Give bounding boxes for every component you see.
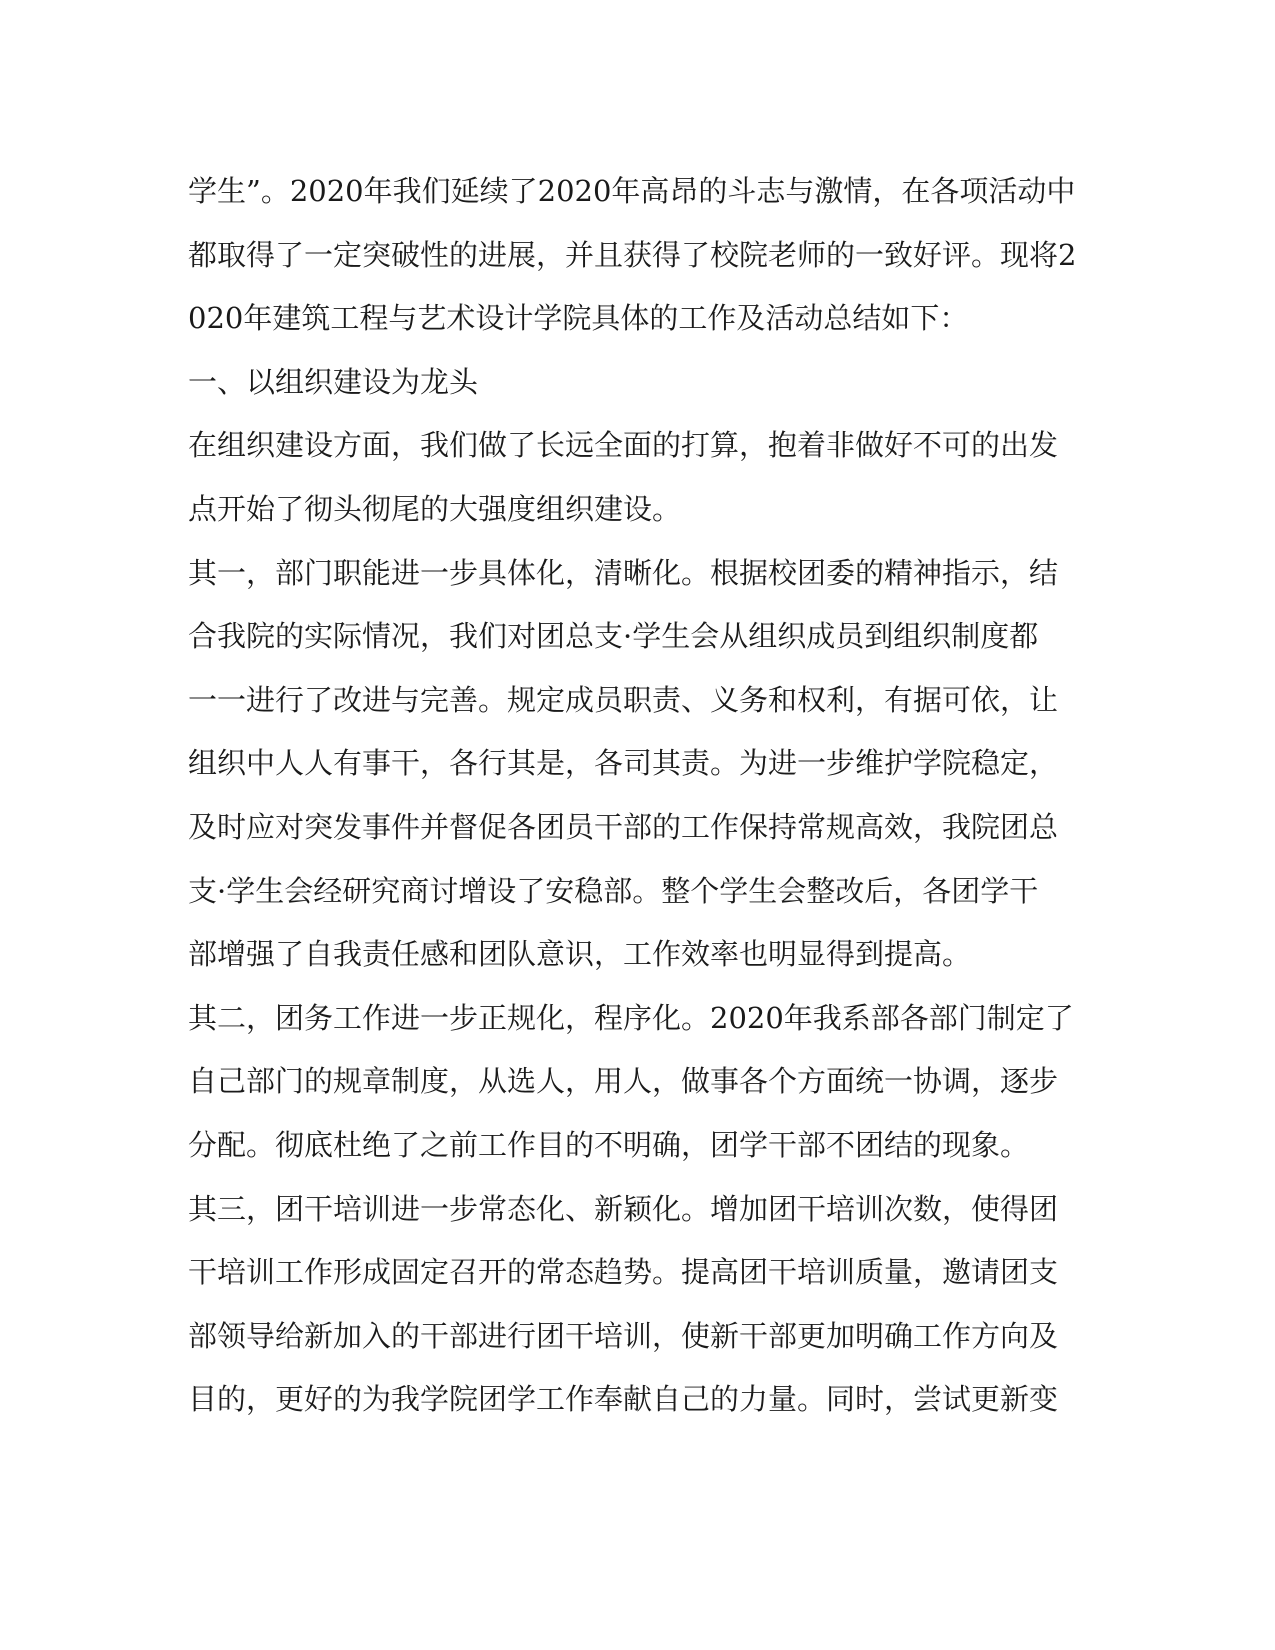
text-line-8: 合我院的实际情况，我们对团总支·学生会从组织成员到组织制度都: [188, 619, 1039, 654]
text-line-19: 部领导给新加入的干部进行团干培训，使新干部更加明确工作方向及: [188, 1318, 1059, 1353]
text-line-6: 点开始了彻头彻尾的大强度组织建设。: [188, 491, 682, 526]
text-line-5: 在组织建设方面，我们做了长远全面的打算，抱着非做好不可的出发: [188, 428, 1059, 463]
text-line-11: 及时应对突发事件并督促各团员干部的工作保持常规高效，我院团总: [188, 809, 1059, 844]
section-heading: 一、以组织建设为龙头: [188, 364, 479, 399]
text-line-13: 部增强了自我责任感和团队意识，工作效率也明显得到提高。: [188, 937, 972, 972]
text-line-9: 一一进行了改进与完善。规定成员职责、义务和权利，有据可依，让: [188, 682, 1059, 717]
body-text: [188, 160, 1088, 1432]
text-line-3: 020年建筑工程与艺术设计学院具体的工作及活动总结如下：: [188, 301, 969, 336]
text-line-16: 分配。彻底杜绝了之前工作目的不明确，团学干部不团结的现象。: [188, 1127, 1030, 1162]
text-line-20: 目的，更好的为我学院团学工作奉献自己的力量。同时，尝试更新变: [188, 1382, 1059, 1417]
text-line-10: 组织中人人有事干，各行其是，各司其责。为进一步维护学院稳定，: [188, 746, 1059, 781]
text-line-1: 学生”。2020年我们延续了2020年高昂的斗志与激情，在各项活动中: [188, 174, 1076, 208]
text-line-15: 自己部门的规章制度，从选人，用人，做事各个方面统一协调，逐步: [188, 1064, 1059, 1099]
text-line-2: 都取得了一定突破性的进展，并且获得了校院老师的一致好评。现将2: [188, 237, 1077, 272]
text-line-14: 其二，团务工作进一步正规化，程序化。2020年我系部各部门制定了: [188, 1000, 1074, 1035]
text-line-7: 其一，部门职能进一步具体化，清晰化。根据校团委的精神指示，结: [188, 555, 1059, 590]
text-line-17: 其三，团干培训进一步常态化、新颖化。增加团干培训次数，使得团: [188, 1191, 1059, 1226]
text-line-18: 干培训工作形成固定召开的常态趋势。提高团干培训质量，邀请团支: [188, 1255, 1059, 1290]
text-line-12: 支·学生会经研究商讨增设了安稳部。整个学生会整改后，各团学干: [188, 873, 1039, 908]
